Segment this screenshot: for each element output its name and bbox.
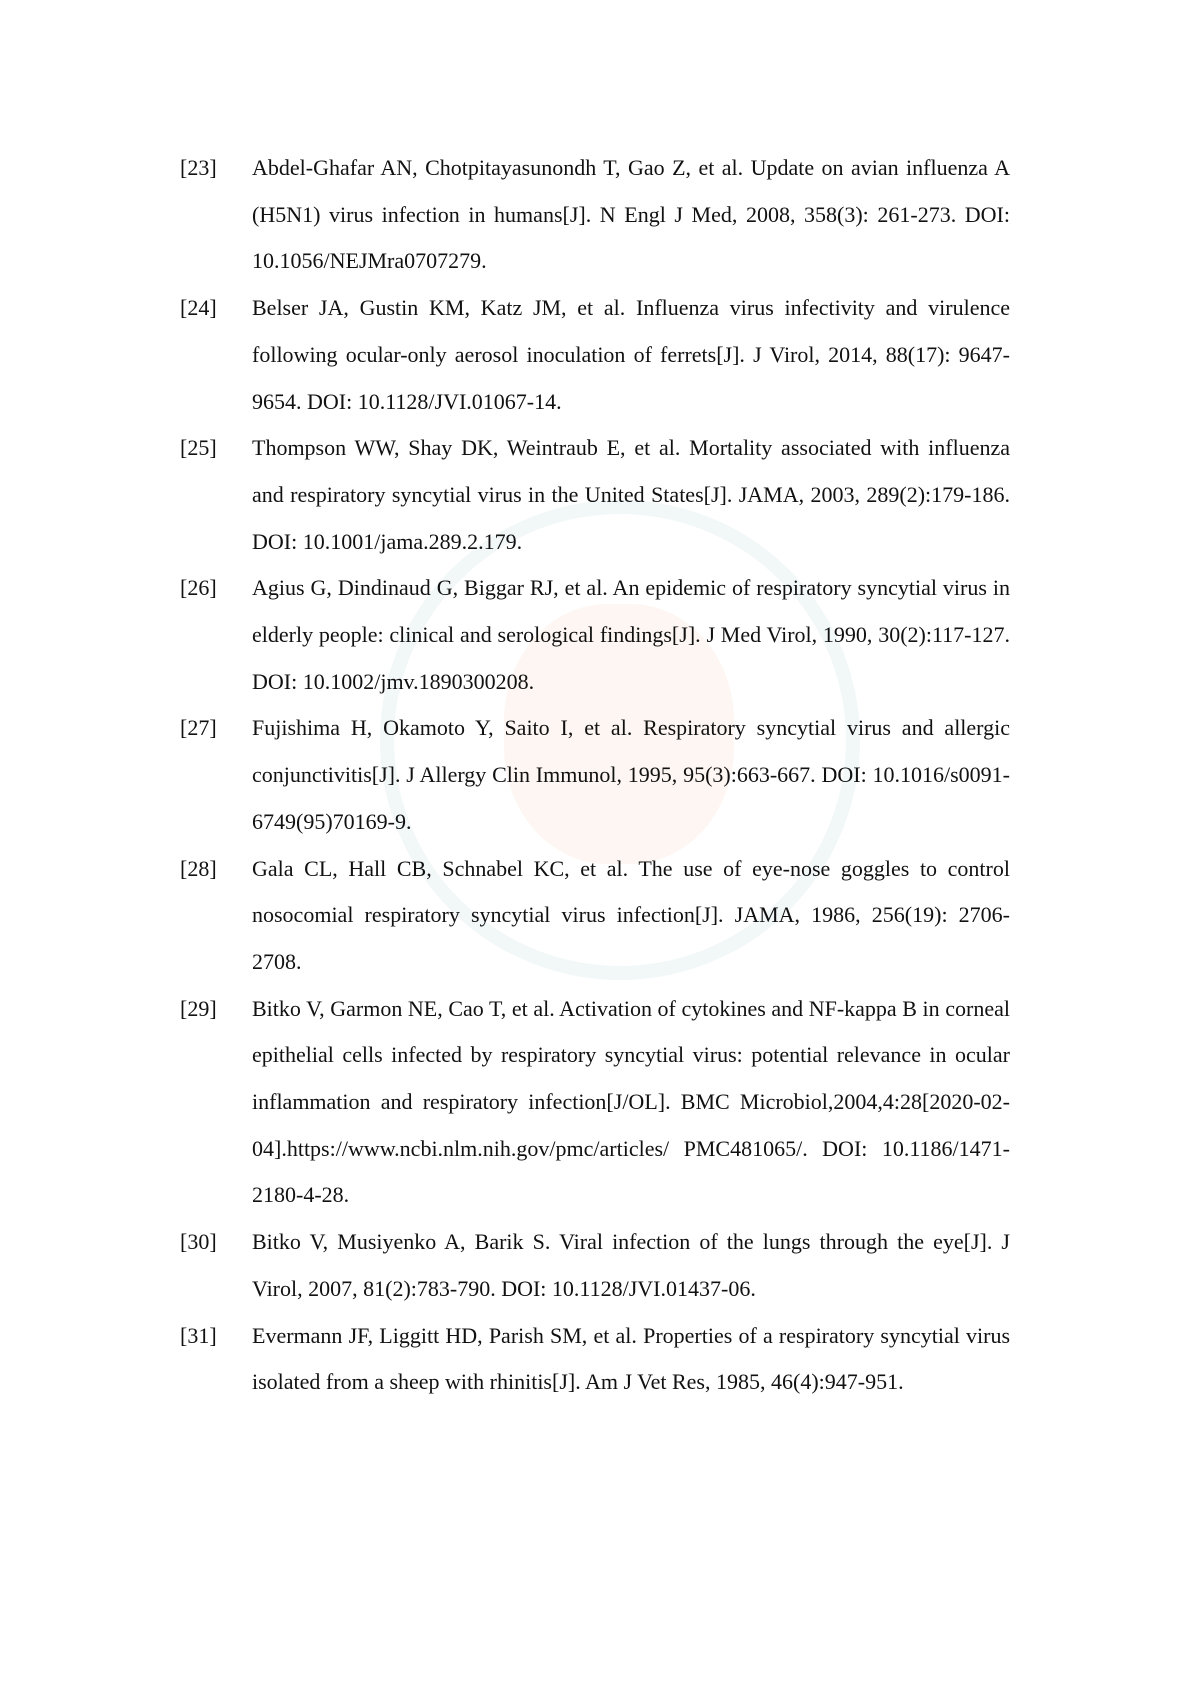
reference-text: Gala CL, Hall CB, Schnabel KC, et al. The use of eye-nose goggles to control nosocomial respiratory syncytial virus infection[J]. JAMA, 1986, 256(19): 2706-2708. — [252, 855, 1010, 974]
reference-number: [24] — [180, 295, 217, 321]
reference-number: [29] — [180, 995, 217, 1021]
reference-text: Abdel-Ghafar AN, Chotpitayasunondh T, Gao Z, et al. Update on avian influenza A (H5N1) virus infection in humans[J]. N Engl J Med, 2008, 358(3): 261-273. DOI: 10.1056/NEJMra0707279. — [252, 155, 1010, 274]
reference-number: [30] — [180, 1229, 217, 1255]
reference-text: Bitko V, Musiyenko A, Barik S. Viral infection of the lungs through the eye[J]. J Virol, 2007, 81(2):783-790. DOI: 10.1128/JVI.01437-06. — [252, 1229, 1010, 1301]
reference-text: Evermann JF, Liggitt HD, Parish SM, et al. Properties of a respiratory syncytial virus isolated from a sheep with rhinitis[J]. Am J Vet Res, 1985, 46(4):947-951. — [252, 1322, 1010, 1395]
reference-text: Bitko V, Garmon NE, Cao T, et al. Activation of cytokines and NF-kappa B in corneal epithelial cells infected by respiratory syncytial virus: potential relevance in ocular inflammation and respiratory infection[J/OL]. BMC Microbiol,2004,4:28[2020-02-04].https://www.ncbi.nlm.nih.gov/pmc/articles/ PMC481065/. DOI: 10.1186/1471-2180-4-28. — [252, 995, 1010, 1208]
reference-text: Thompson WW, Shay DK, Weintraub E, et al. Mortality associated with influenza and respiratory syncytial virus in the United States[J]. JAMA, 2003, 289(2):179-186. DOI: 10.1001/jama.289.2.179. — [252, 435, 1010, 554]
reference-item — [180, 145, 1010, 285]
reference-text: Belser JA, Gustin KM, Katz JM, et al. Influenza virus infectivity and virulence following ocular-only aerosol inoculation of ferrets[J]. J Virol, 2014, 88(17): 9647-9654. DOI: 10.1128/JVI.01067-14. — [252, 295, 1010, 414]
reference-list — [180, 145, 1010, 1406]
reference-item — [180, 846, 1010, 986]
reference-item — [180, 425, 1010, 565]
reference-item — [180, 285, 1010, 425]
reference-item — [180, 1219, 1010, 1312]
reference-number: [26] — [180, 575, 217, 601]
reference-item — [180, 565, 1010, 705]
reference-text: Fujishima H, Okamoto Y, Saito I, et al. Respiratory syncytial virus and allergic conjunctivitis[J]. J Allergy Clin Immunol, 1995, 95(3):663-667. DOI: 10.1016/s0091-6749(95)70169-9. — [252, 715, 1010, 834]
reference-number: [23] — [180, 155, 217, 180]
reference-item — [180, 705, 1010, 845]
reference-number: [31] — [180, 1322, 217, 1348]
reference-number: [25] — [180, 435, 217, 461]
reference-item — [180, 986, 1010, 1220]
reference-text: Agius G, Dindinaud G, Biggar RJ, et al. An epidemic of respiratory syncytial virus in elderly people: clinical and serological findings[J]. J Med Virol, 1990, 30(2):117-127. DOI: 10.1002/jmv.1890300208. — [252, 575, 1010, 694]
reference-number: [28] — [180, 855, 217, 881]
reference-number: [27] — [180, 715, 217, 741]
reference-item — [180, 1313, 1010, 1406]
